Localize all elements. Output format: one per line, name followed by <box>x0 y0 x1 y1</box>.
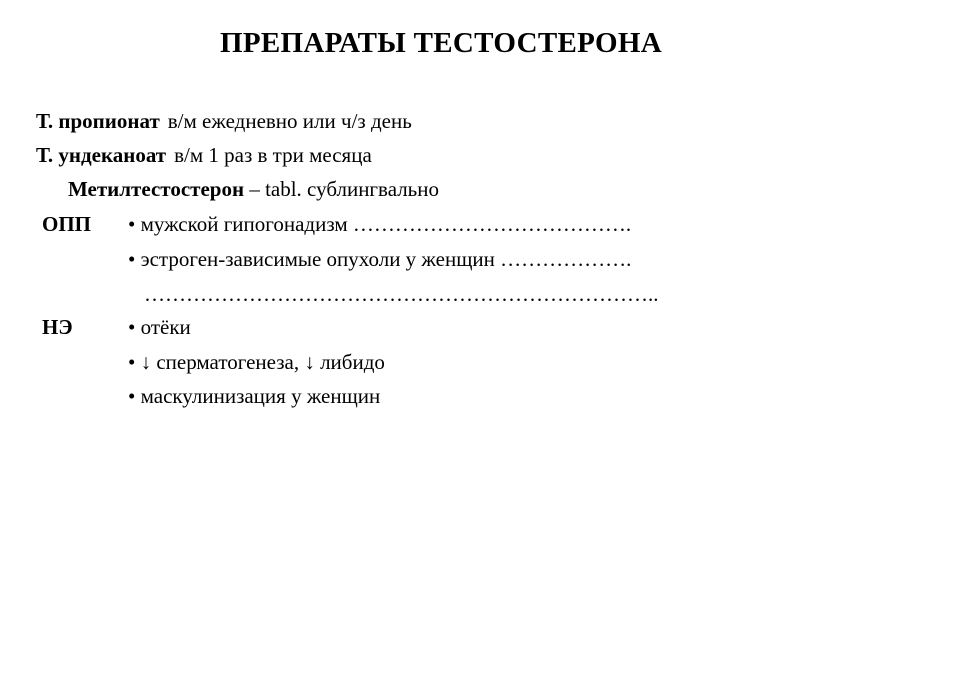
drug-line-undecanoate <box>36 142 372 168</box>
drug-description: – tabl. сублингвально <box>249 177 439 201</box>
list-item: • маскулинизация у женщин <box>128 384 381 408</box>
drug-name: Т. ундеканоат <box>36 143 167 167</box>
drug-name: Метилтестостерон <box>68 177 245 201</box>
list-item: • эстроген-зависимые опухоли у женщин ………………. <box>128 247 632 271</box>
list-item: • отёки <box>128 315 191 339</box>
drug-description: в/м ежедневно или ч/з день <box>167 109 412 133</box>
section-label-opp: ОПП <box>42 212 92 236</box>
drug-line-propionate <box>36 108 412 134</box>
list-item-continuation: ……………………………………………………………….. <box>144 282 659 306</box>
drug-name: Т. пропионат <box>36 109 160 133</box>
list-item: • мужской гипогонадизм …………………………………. <box>128 212 632 236</box>
drug-description: в/м 1 раз в три месяца <box>174 143 372 167</box>
drug-line-methyltestosterone <box>68 176 439 202</box>
section-label-ne: НЭ <box>42 315 73 339</box>
slide-title: ПРЕПАРАТЫ ТЕСТОСТЕРОНА <box>220 27 662 59</box>
list-item: • ↓ сперматогенеза, ↓ либидо <box>128 350 385 374</box>
